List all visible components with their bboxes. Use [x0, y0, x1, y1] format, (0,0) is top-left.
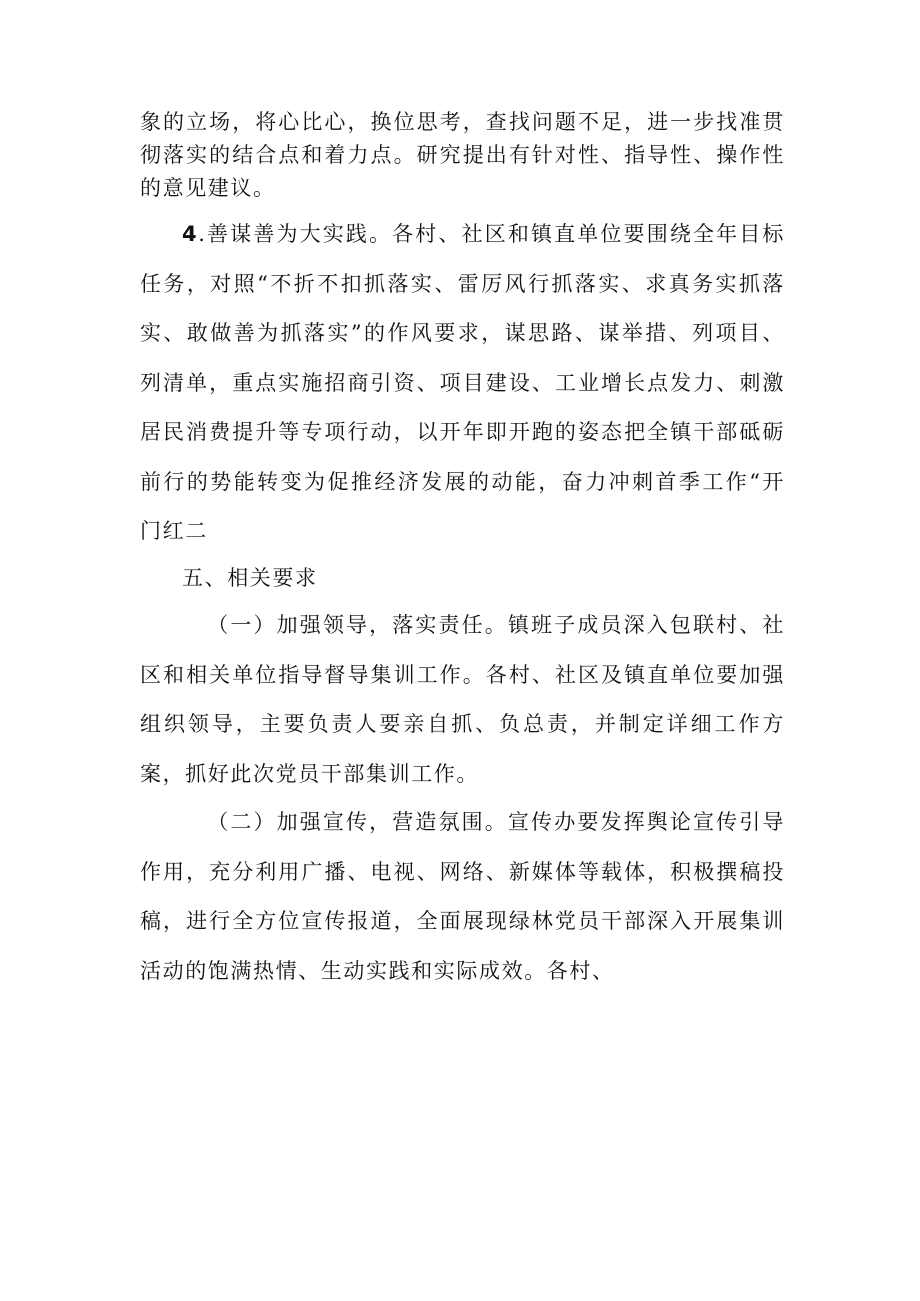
paragraph-item-4: [140, 210, 785, 557]
paragraph-continuation: 象的立场，将心比心，换位思考，查找问题不足，进一步找准贯彻落实的结合点和着力点。研究提出有针对性、指导性、操作性的意见建议。: [140, 110, 785, 200]
paragraph-requirement-1: （一）加强领导，落实责任。镇班子成员深入包联村、社区和相关单位指导督导集训工作。各村、社区及镇直单位要加强组织领导，主要负责人要亲自抓、负总责，并制定详细工作方案，抓好此次党员干部集训工作。: [140, 613, 785, 786]
item-4-text: .善谋善为大实践。各村、社区和镇直单位要围绕全年目标任务，对照“不折不扣抓落实、雷厉风行抓落实、求真务实抓落实、敢做善为抓落实”的作风要求，谋思路、谋举措、列项目、列清单，重点实施招商引资、项目建设、工业增长点发力、刺激居民消费提升等专项行动，以开年即开跑的姿态把全镇干部砥砺前行的势能转变为促推经济发展的动能，奋力冲刺首季工作“开门红二: [140, 222, 785, 543]
item-number: 4: [182, 222, 199, 246]
paragraph-requirement-2: （二）加强宣传，营造氛围。宣传办要发挥舆论宣传引导作用，充分利用广播、电视、网络、新媒体等载体，积极撰稿投稿，进行全方位宣传报道，全面展现绿林党员干部深入开展集训活动的饱满热情、生动实践和实际成效。各村、: [140, 810, 785, 983]
section-heading: 五、相关要求: [182, 566, 318, 590]
